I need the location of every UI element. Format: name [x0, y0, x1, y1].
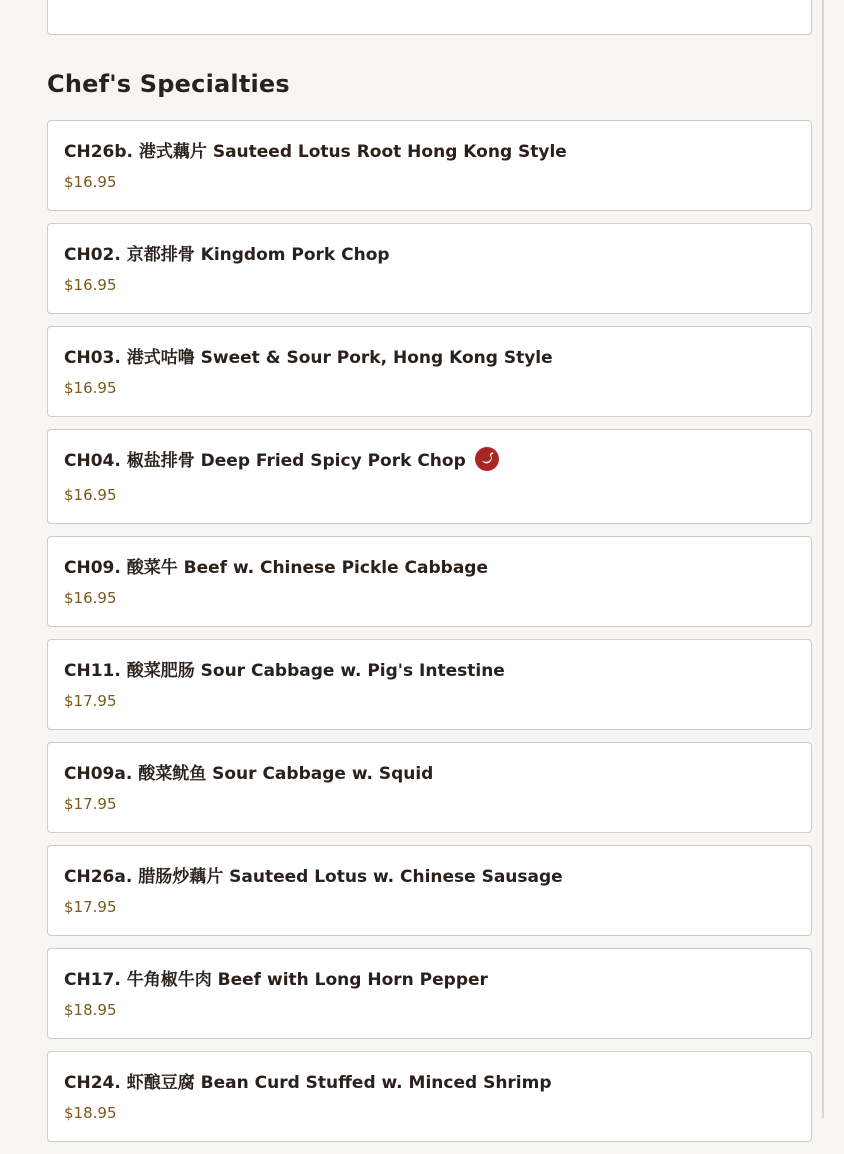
item-name: CH09. 酸菜牛 Beef w. Chinese Pickle Cabbage [64, 558, 488, 578]
item-price: $16.95 [64, 173, 117, 191]
menu-item-card[interactable] [47, 845, 812, 936]
menu-item-card[interactable] [47, 536, 812, 627]
item-price: $17.95 [64, 795, 117, 813]
item-name: CH26b. 港式藕片 Sauteed Lotus Root Hong Kong Style [64, 142, 567, 162]
section-title: Chef's Specialties [47, 70, 290, 98]
item-price: $16.95 [64, 276, 117, 294]
menu-item-card[interactable] [47, 742, 812, 833]
item-name: CH26a. 腊肠炒藕片 Sauteed Lotus w. Chinese Sausage [64, 867, 563, 887]
item-name: CH11. 酸菜肥肠 Sour Cabbage w. Pig's Intestine [64, 661, 505, 681]
item-name: CH03. 港式咕噜 Sweet & Sour Pork, Hong Kong Style [64, 348, 553, 368]
menu-item-card[interactable] [47, 326, 812, 417]
menu-item-card[interactable] [47, 1051, 812, 1142]
item-name: CH24. 虾酿豆腐 Bean Curd Stuffed w. Minced Shrimp [64, 1073, 552, 1093]
item-price: $18.95 [64, 1001, 117, 1019]
item-price: $16.95 [64, 379, 117, 397]
menu-item-card[interactable] [47, 120, 812, 211]
item-price: $16.95 [64, 486, 117, 504]
menu-item-card[interactable] [47, 948, 812, 1039]
menu-item-card[interactable] [47, 0, 812, 35]
item-price: $17.95 [64, 898, 117, 916]
scrollbar-edge [822, 0, 824, 1118]
item-name: CH02. 京都排骨 Kingdom Pork Chop [64, 245, 390, 265]
item-price: $17.95 [64, 692, 117, 710]
item-price: $18.95 [64, 1104, 117, 1122]
item-name: CH04. 椒盐排骨 Deep Fried Spicy Pork Chop [64, 446, 499, 471]
menu-item-card[interactable] [47, 429, 812, 524]
menu-item-card[interactable] [47, 223, 812, 314]
menu-item-list [47, 120, 812, 1154]
item-name: CH17. 牛角椒牛肉 Beef with Long Horn Pepper [64, 970, 488, 990]
chili-pepper-icon [475, 447, 499, 471]
item-price: $16.95 [64, 589, 117, 607]
item-name: CH09a. 酸菜鱿鱼 Sour Cabbage w. Squid [64, 764, 434, 784]
menu-item-card[interactable] [47, 639, 812, 730]
